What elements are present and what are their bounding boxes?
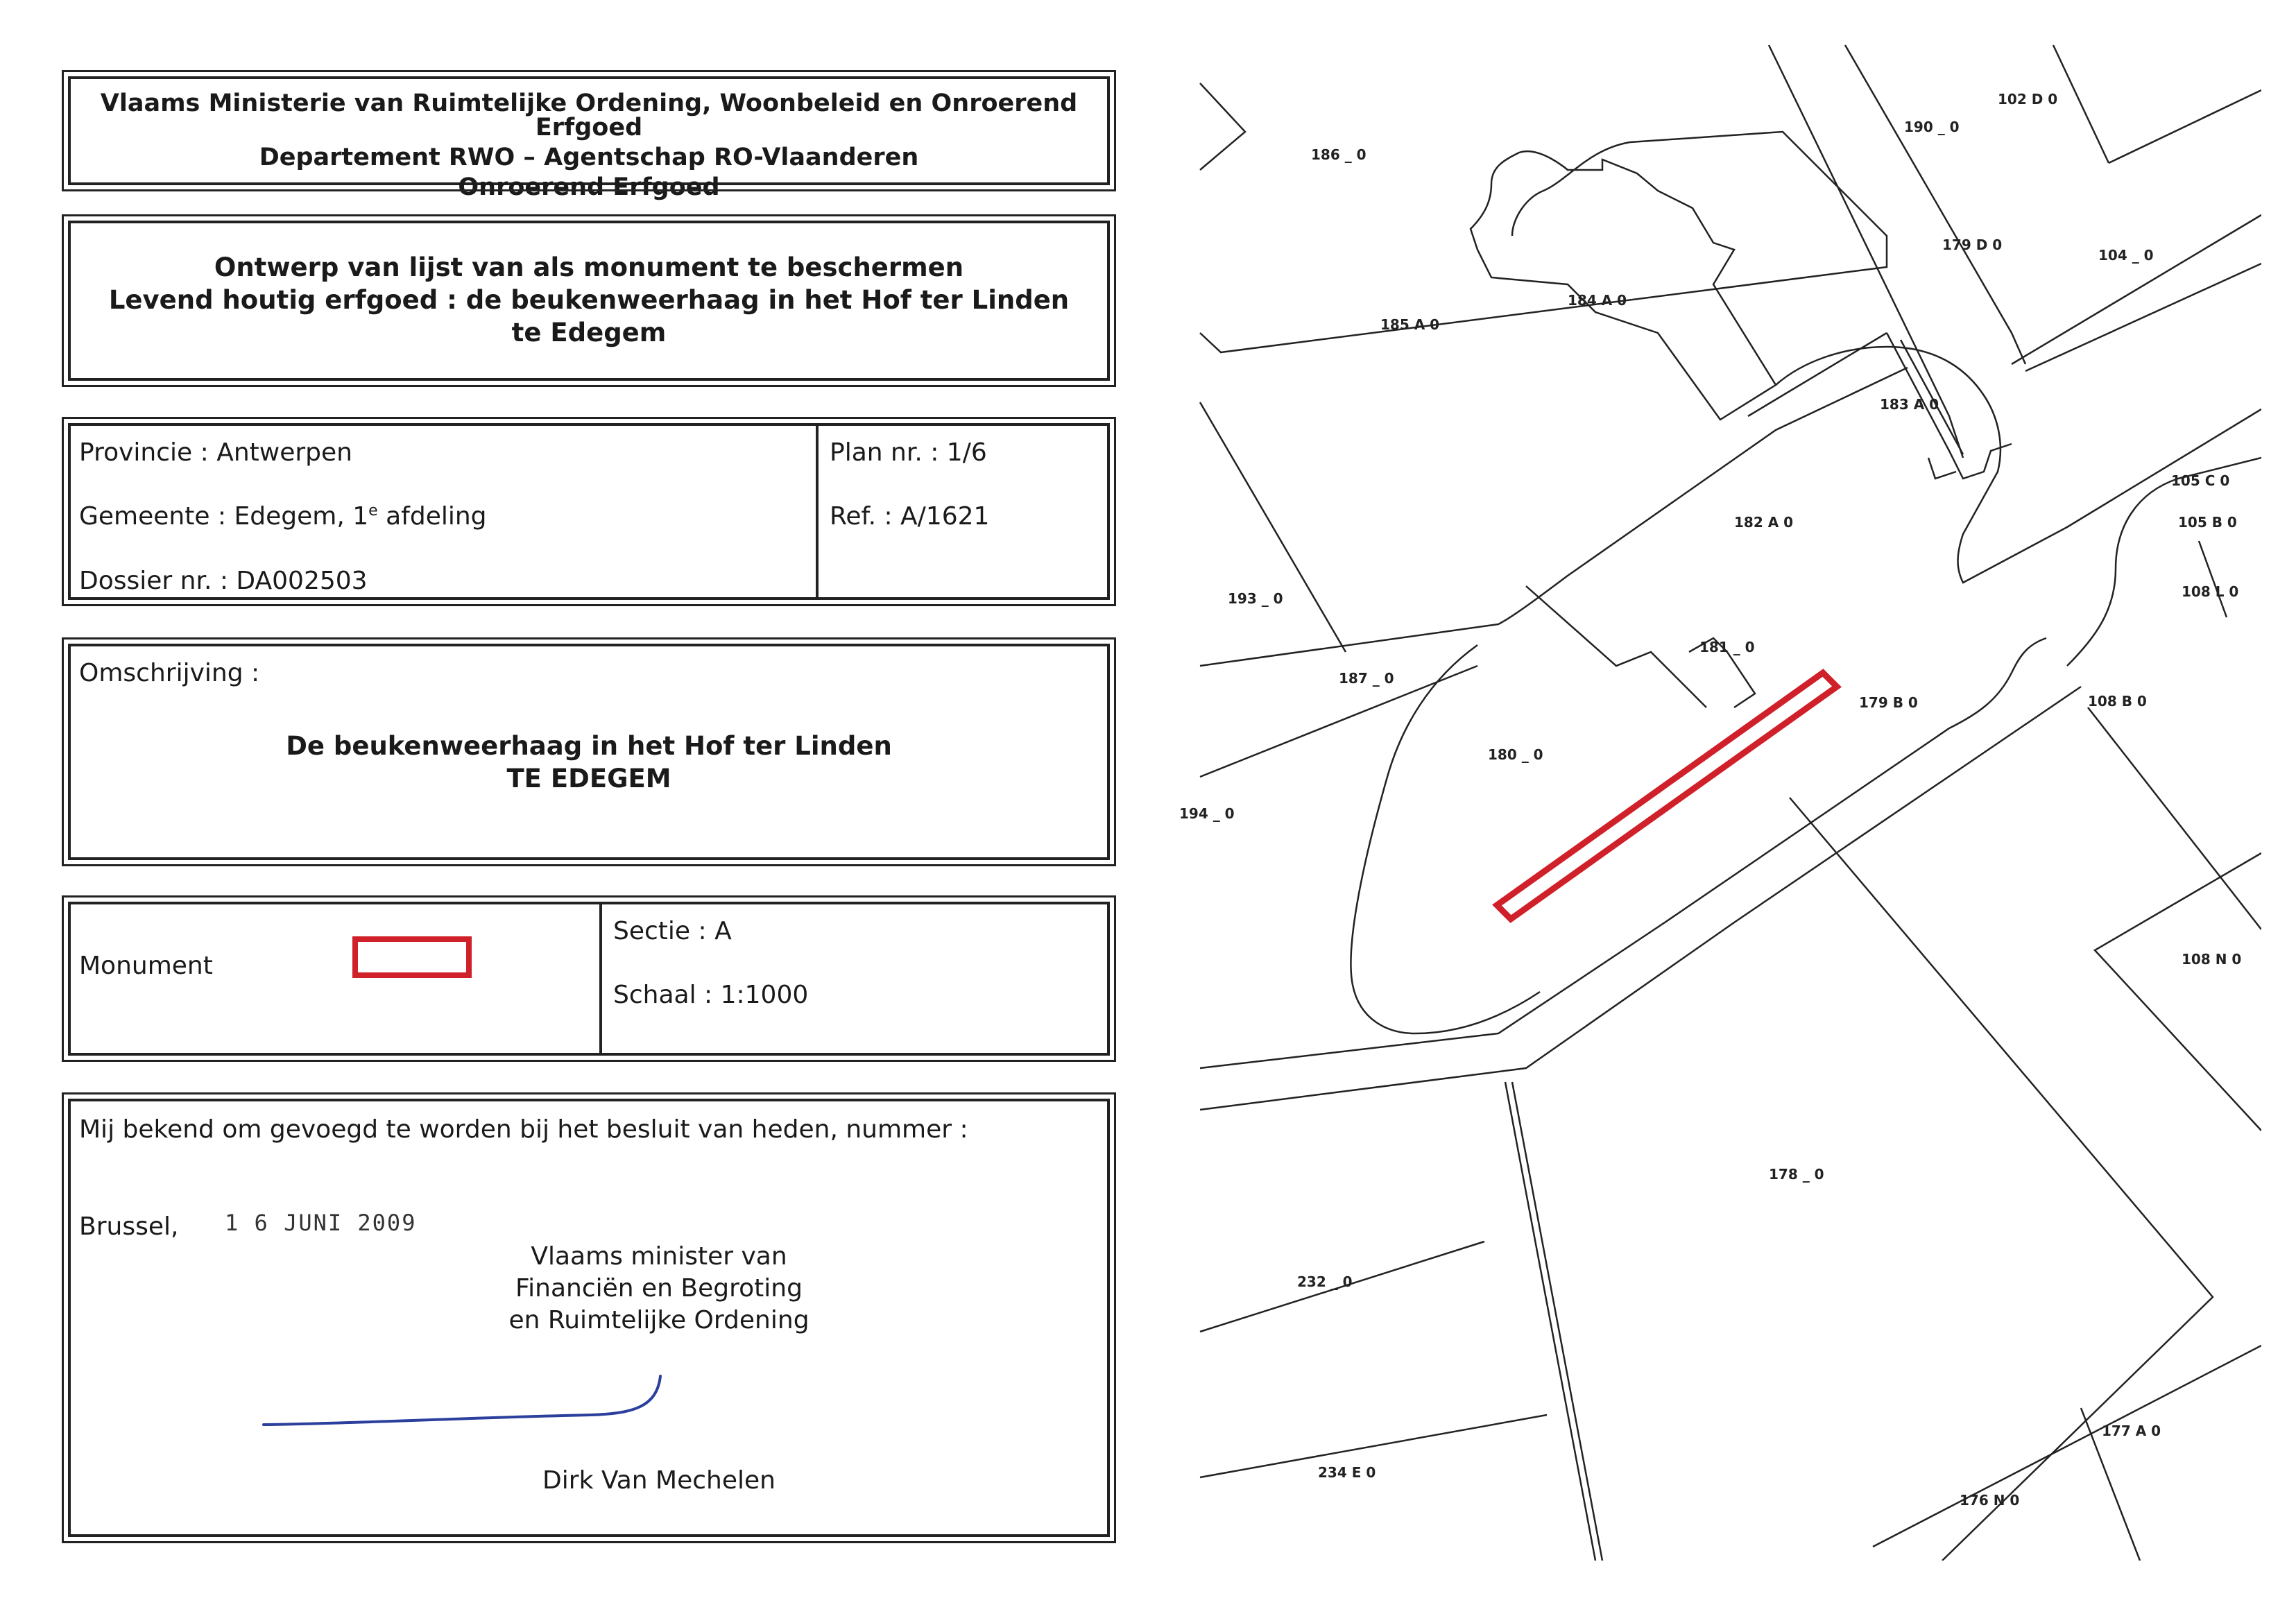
parcel-label-p182: 182 A 0 [1734, 514, 1794, 531]
parcel-label-p179d: 179 D 0 [1942, 237, 2003, 253]
minister-line-2: Financiën en Begroting [515, 1274, 803, 1303]
parcel-label-p181: 181 _ 0 [1699, 639, 1755, 655]
description-text [71, 733, 1107, 791]
parcel-boundaries [1200, 45, 2261, 1561]
parcel-label-p184: 184 A 0 [1568, 292, 1627, 309]
parcel-label-p194: 194 _ 0 [1179, 805, 1235, 822]
signature [258, 1369, 688, 1439]
description-label: Omschrijving : [79, 659, 260, 687]
title-line-2: Levend houtig erfgoed : de beukenweerhaag in het Hof ter Linden [108, 285, 1070, 315]
ministry-header [68, 76, 1110, 201]
description-line-2: TE EDEGEM [506, 764, 671, 793]
minister-title [445, 1244, 873, 1333]
gemeente: Gemeente : Edegem, 1e afdeling [79, 502, 487, 531]
parcel-labels [1179, 91, 2241, 1509]
approval-statement: Mij bekend om gevoegd te worden bij het besluit van heden, nummer : [79, 1115, 968, 1144]
place: Brussel, [79, 1212, 179, 1241]
dossier-number: Dossier nr. : DA002503 [79, 567, 368, 595]
parcel-label-p108b: 108 B 0 [2088, 693, 2147, 710]
monument-hedge-outline [1497, 673, 1837, 919]
approval-box [68, 1099, 1110, 1537]
agency-name: Onroerend Erfgoed [458, 173, 720, 201]
parcel-label-p105c: 105 C 0 [2171, 472, 2230, 489]
monument-outline [1497, 673, 1837, 919]
plan-number: Plan nr. : 1/6 [830, 438, 987, 467]
parcel-label-p193: 193 _ 0 [1228, 590, 1283, 607]
department-name: Departement RWO – Agentschap RO-Vlaanderen [259, 144, 919, 171]
signature-stroke [264, 1376, 660, 1425]
sectie: Sectie : A [613, 917, 732, 945]
signatory-name: Dirk Van Mechelen [542, 1466, 776, 1495]
parcel-label-p180: 180 _ 0 [1488, 746, 1543, 763]
parcel-label-p232: 232 _ 0 [1297, 1273, 1353, 1290]
parcel-label-p105b: 105 B 0 [2178, 514, 2237, 531]
description-line-1: De beukenweerhaag in het Hof ter Linden [286, 731, 892, 761]
dossier-info-box [68, 423, 1110, 600]
parcel-label-p186: 186 _ 0 [1311, 146, 1367, 163]
parcel-label-p176: 176 N 0 [1960, 1492, 2020, 1509]
parcel-label-p108l: 108 L 0 [2182, 583, 2239, 600]
parcel-label-p234: 234 E 0 [1318, 1464, 1376, 1481]
document-title-box [68, 221, 1110, 381]
legend-divider [599, 904, 602, 1053]
parcel-label-p177: 177 A 0 [2102, 1423, 2161, 1439]
parcel-label-p183: 183 A 0 [1880, 396, 1939, 413]
ministry-name: Vlaams Ministerie van Ruimtelijke Ordening, Woonbeleid en Onroerend Erfgoed [100, 89, 1078, 141]
legend-box [68, 902, 1110, 1056]
date-stamp: 1 6 JUNI 2009 [225, 1210, 417, 1236]
parcel-label-p104: 104 _ 0 [2098, 247, 2154, 264]
parcel-label-p108n: 108 N 0 [2182, 951, 2242, 968]
minister-line-3: en Ruimtelijke Ordening [508, 1306, 809, 1334]
title-line-1: Ontwerp van lijst van als monument te beschermen [214, 252, 964, 282]
monument-legend-swatch [352, 936, 472, 978]
parcel-label-p178: 178 _ 0 [1769, 1166, 1824, 1183]
parcel-label-p190: 190 _ 0 [1904, 119, 1960, 135]
provincie: Provincie : Antwerpen [79, 438, 352, 467]
schaal: Schaal : 1:1000 [613, 981, 809, 1009]
parcel-label-p179b: 179 B 0 [1859, 694, 1918, 711]
minister-line-1: Vlaams minister van [531, 1242, 787, 1271]
title-line-3: te Edegem [511, 318, 667, 347]
cadastral-map [1179, 42, 2261, 1561]
parcel-label-p187: 187 _ 0 [1339, 670, 1394, 687]
reference: Ref. : A/1621 [830, 502, 990, 531]
monument-label: Monument [79, 952, 213, 980]
info-divider [816, 426, 819, 597]
parcel-label-p185: 185 A 0 [1380, 316, 1440, 333]
description-box [68, 644, 1110, 860]
parcel-label-p102: 102 D 0 [1998, 91, 2058, 108]
